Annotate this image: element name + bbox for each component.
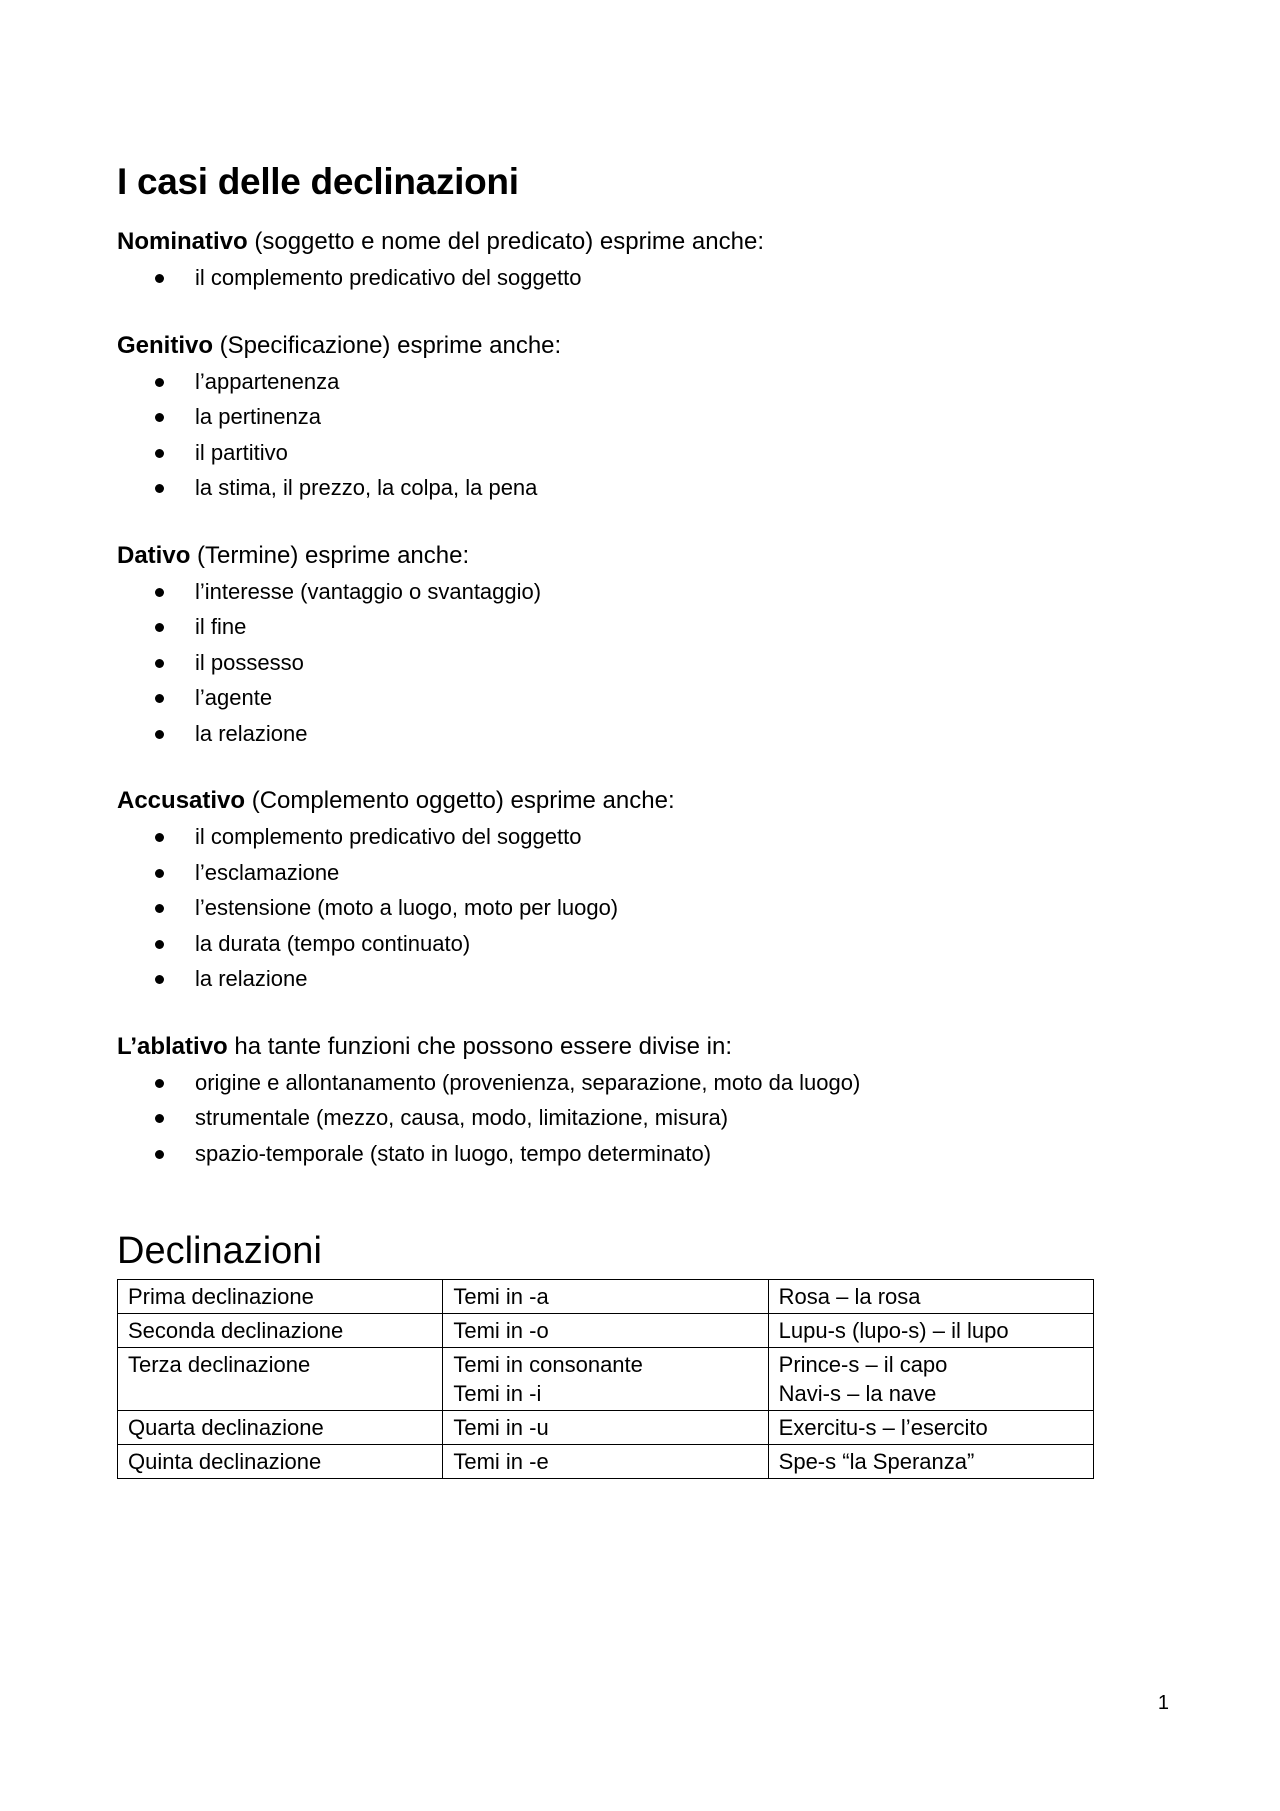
list-item [117,609,1097,645]
list-item-text: il partitivo [195,439,288,465]
function-list [117,260,1097,296]
bullet-icon [155,659,164,668]
bullet-icon [155,378,164,387]
table-row [118,1411,1094,1445]
table-row [118,1314,1094,1348]
list-item-text: la pertinenza [195,404,321,429]
list-item [117,1136,1097,1172]
list-item [117,364,1097,400]
bullet-icon [155,1114,164,1123]
case-term: Dativo [117,541,191,569]
list-item-text: la relazione [195,720,308,746]
table-cell: Terza declinazione [118,1348,443,1411]
bullet-icon [155,869,164,878]
case-description: (soggetto e nome del predicato) esprime anche: [247,228,764,255]
table-row [118,1348,1094,1411]
list-item-text: il complemento predicativo del soggetto [195,824,582,849]
table-cell: Temi in -e [443,1445,768,1479]
list-item [117,819,1097,855]
section-intro [117,226,1097,258]
list-item [117,680,1097,716]
list-item-text: il complemento predicativo del soggetto [195,265,582,290]
list-item-text: il possesso [195,649,304,675]
bullet-icon [155,1150,164,1159]
section-intro [117,785,1097,817]
page-number: 1 [1157,1692,1169,1714]
list-item [117,961,1097,997]
case-term: L’ablativo [117,1032,228,1060]
table-cell: Temi in -o [443,1314,768,1348]
table-row [118,1445,1094,1479]
bullet-icon [155,940,164,949]
function-list [117,1065,1097,1172]
list-item [117,470,1097,506]
table-cell: Temi in consonante Temi in -i [443,1348,768,1411]
bullet-icon [155,904,164,913]
table-cell: Seconda declinazione [118,1314,443,1348]
list-item [117,855,1097,891]
case-term: Genitivo [117,331,214,359]
case-description: (Termine) esprime anche: [190,541,470,569]
case-section [117,540,1097,752]
table-cell: Exercitu-s – l’esercito [768,1411,1093,1445]
table-cell: Prince-s – il capo Navi-s – la nave [768,1348,1093,1411]
bullet-icon [155,484,164,493]
case-section [117,226,1097,296]
list-item [117,1100,1097,1136]
bullet-icon [155,975,164,984]
list-item [117,716,1097,752]
table-cell: Temi in -u [443,1411,768,1445]
list-item-text: strumentale (mezzo, causa, modo, limitazione, misura) [195,1105,729,1130]
table-cell: Rosa – la rosa [768,1280,1093,1314]
bullet-icon [155,1079,164,1088]
function-list [117,574,1097,752]
list-item-text: origine e allontanamento (provenienza, separazione, moto da luogo) [195,1069,861,1095]
bullet-icon [155,588,164,597]
bullet-icon [155,413,164,422]
list-item [117,260,1097,296]
list-item-text: il fine [195,614,247,639]
table-cell: Quarta declinazione [118,1411,443,1445]
table-cell: Prima declinazione [118,1280,443,1314]
case-term: Nominativo [117,228,248,255]
case-sections [117,226,1097,1171]
page-content [117,160,1097,1479]
case-description: (Specificazione) esprime anche: [213,331,562,359]
list-item [117,890,1097,926]
list-item [117,1065,1097,1101]
list-item-text: l’appartenenza [195,368,340,394]
table-cell: Temi in -a [443,1280,768,1314]
bullet-icon [155,449,164,458]
page-title: I casi delle declinazioni [117,161,519,202]
list-item-text: l’interesse (vantaggio o svantaggio) [195,578,542,604]
declinazioni-table [117,1279,1094,1479]
case-section [117,785,1097,997]
list-item [117,645,1097,681]
table-cell: Quinta declinazione [118,1445,443,1479]
declinazioni-heading: Declinazioni [117,1230,322,1272]
function-list [117,364,1097,506]
list-item [117,574,1097,610]
table-cell: Lupu-s (lupo-s) – il lupo [768,1314,1093,1348]
case-description: (Complemento oggetto) esprime anche: [245,787,675,814]
bullet-icon [155,623,164,632]
list-item-text: spazio-temporale (stato in luogo, tempo determinato) [195,1140,712,1166]
section-intro [117,1031,1097,1063]
case-section [117,1031,1097,1172]
list-item [117,435,1097,471]
list-item-text: l’estensione (moto a luogo, moto per luogo) [195,895,619,920]
list-item [117,399,1097,435]
list-item [117,926,1097,962]
case-term: Accusativo [117,787,246,814]
table-cell: Spe-s “la Speranza” [768,1445,1093,1479]
bullet-icon [155,274,164,283]
list-item-text: la durata (tempo continuato) [195,930,471,956]
list-item-text: la relazione [195,966,308,991]
function-list [117,819,1097,997]
bullet-icon [155,730,164,739]
table-row [118,1280,1094,1314]
list-item-text: l’esclamazione [195,859,340,885]
list-item-text: la stima, il prezzo, la colpa, la pena [195,475,538,500]
list-item-text: l’agente [195,685,273,710]
section-intro [117,330,1097,362]
bullet-icon [155,833,164,842]
bullet-icon [155,694,164,703]
section-intro [117,540,1097,572]
case-section [117,330,1097,506]
case-description: ha tante funzioni che possono essere divise in: [227,1032,733,1060]
